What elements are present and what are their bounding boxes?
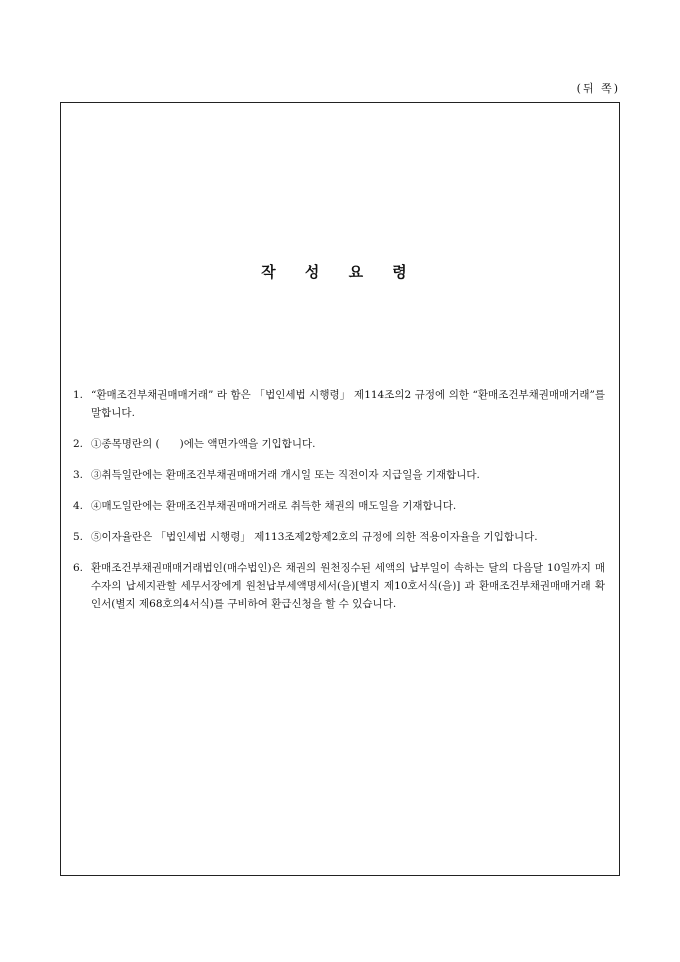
instruction-text: ④매도일란에는 환매조건부채권매매거래로 취득한 채권의 매도일을 기재합니다. — [91, 500, 457, 512]
instruction-item — [73, 386, 605, 422]
instruction-text: ⑤이자율란은 「법인세법 시행령」 제113조제2항제2호의 규정에 의한 적용이자율을 기입합니다. — [91, 531, 538, 543]
instruction-text: 환매조건부채권매매거래법인(매수법인)은 채권의 원천징수된 세액의 납부일이 속하는 달의 다음달 10일까지 매수자의 납세지관할 세무서장에게 원천납부세액명세서(을)[별지 제10호서식(을)] 과 환매조건부채권매매거래 확인서(별지 제68호의4서식)를 구비하여 환급신청을 할 수 있습니다. — [91, 562, 605, 610]
instruction-list — [73, 386, 605, 626]
page-side-label: (뒤 쪽) — [576, 82, 620, 95]
page-title: 작 성 요 령 — [261, 263, 419, 281]
instruction-number: 1. — [73, 389, 84, 401]
instruction-number: 4. — [73, 500, 84, 512]
instruction-number: 6. — [73, 562, 84, 574]
instruction-number: 2. — [73, 438, 84, 450]
instruction-item — [73, 435, 605, 453]
instruction-item — [73, 497, 605, 515]
instruction-item — [73, 528, 605, 546]
instruction-text: ③취득일란에는 환매조건부채권매매거래 개시일 또는 직전이자 지급일을 기재합니다. — [91, 469, 480, 481]
instruction-text: ①종목명란의 ( )에는 액면가액을 기입합니다. — [91, 438, 316, 450]
instructions-frame — [60, 102, 620, 876]
instruction-number: 3. — [73, 469, 84, 481]
instruction-text: “환매조건부채권매매거래” 라 함은 「법인세법 시행령」 제114조의2 규정에 의한 “환매조건부채권매매거래”를 말합니다. — [91, 389, 605, 419]
instruction-item — [73, 466, 605, 484]
instruction-item — [73, 559, 605, 613]
instruction-number: 5. — [73, 531, 84, 543]
